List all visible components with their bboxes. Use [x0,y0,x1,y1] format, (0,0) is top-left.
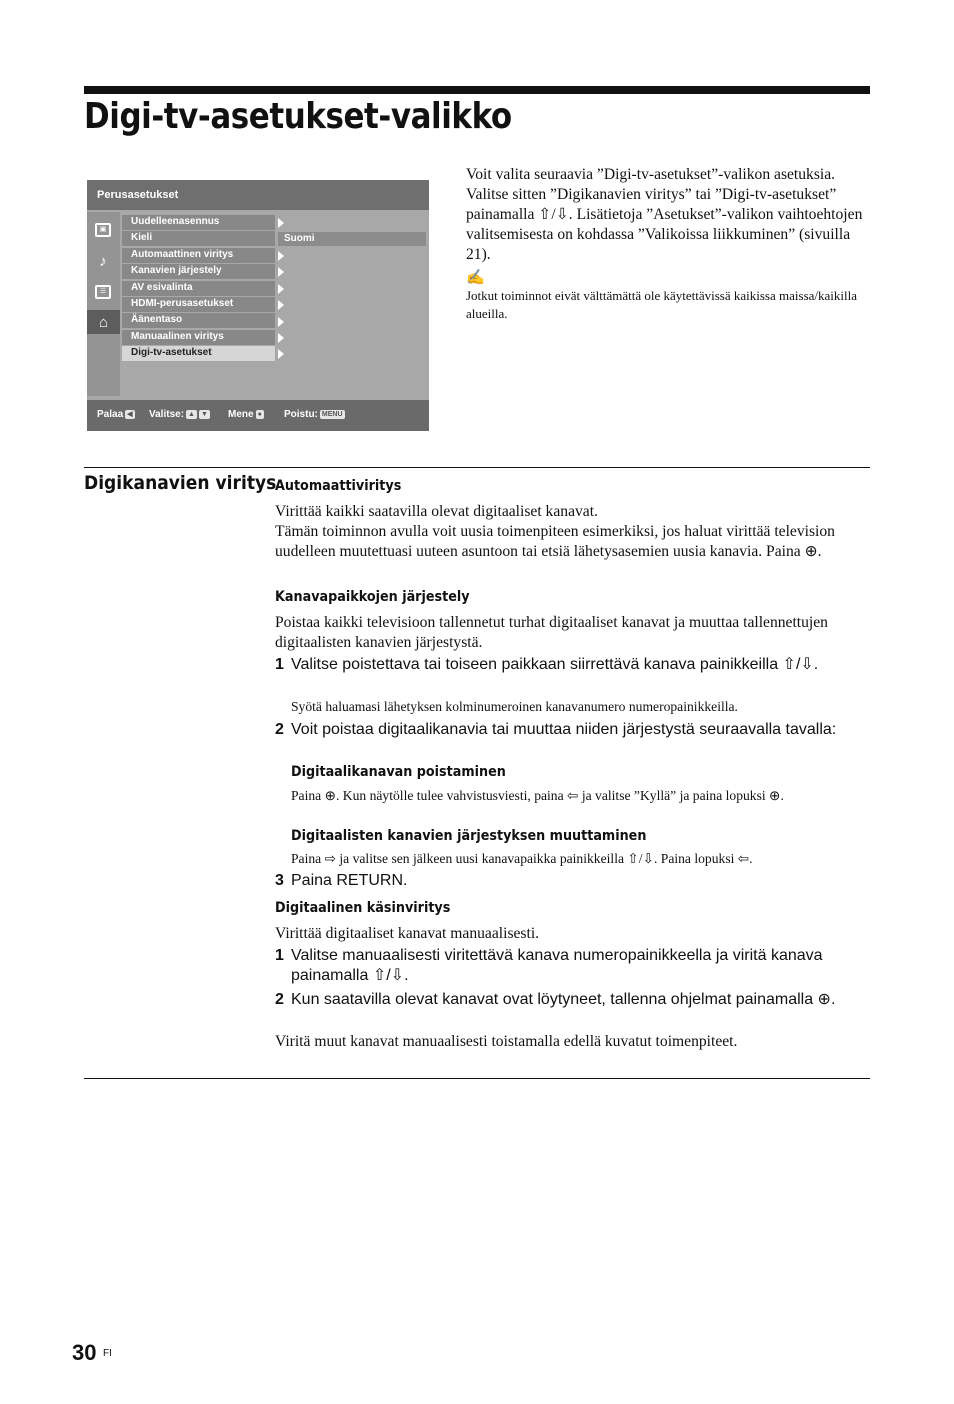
tv-menu-item: Äänentaso [122,313,275,329]
page-number: 30 [72,1340,97,1365]
manual-step-1: 1 Valitse manuaalisesti viritettävä kanava numeropainikkeella ja viritä kanava painamalla ⇧/⇩. [275,947,823,984]
tv-menu-item: AV esivalinta [122,281,275,297]
menu-key: MENU [321,410,343,418]
intro-paragraph: Voit valita seuraavia ”Digi-tv-asetukset”-valikon asetuksia. Valitse sitten ”Digikanavien viritys” tai ”Digi-tv-asetukset” painamalla ⇧/⇩. Lisätietoja ”Asetukset”-valikon vaihtoehtojen valitsemisesta on kohdassa ”Valikoissa liikkuminen” (sivuilla 21). [466,166,863,263]
tv-menu-item: Kieli [122,231,275,247]
auto-tuning-heading: Automaattiviritys [275,478,402,494]
bottom-divider [84,1078,870,1079]
back-arrow-icon: ◀ [127,410,133,418]
channel-sort-heading: Kanavapaikkojen järjestely [275,589,470,605]
arrow-right-icon [278,300,284,310]
section-divider [84,467,870,468]
tv-menu-item: Kanavien järjestely [122,264,275,280]
sound-icon: ♪ [99,252,107,270]
down-arrow-icon: ▼ [200,410,208,418]
channel-sort-intro: Poistaa kaikki televisioon tallennetut turhat digitaaliset kanavat ja muuttaa tallennettujen digitaalisten kanavien järjestystä. [275,614,828,651]
tv-menu-item: HDMI-perusasetukset [122,297,275,313]
manual-tuning-intro: Virittää digitaaliset kanavat manuaalisesti. [275,925,540,942]
tv-menu-header-label: Perusasetukset [97,189,179,201]
arrow-right-icon [278,251,284,261]
page-language: FI [103,1348,112,1359]
sort-step-1: 1 Valitse poistettava tai toiseen paikkaan siirrettävä kanava painikkeilla ⇧/⇩. [275,656,819,673]
intro-text [466,165,874,265]
arrow-right-icon [278,267,284,277]
tv-menu-selected-value: Suomi [278,232,426,246]
footer-go-label: Mene [228,409,254,420]
sort-step-2: 2 Voit poistaa digitaalikanavia tai muuttaa niiden järjestystä seuraavalla tavalla: [275,721,837,738]
delete-channel-heading: Digitaalikanavan poistaminen [291,764,506,780]
footer-back-label: Palaa [97,409,124,420]
top-rule [84,86,870,94]
sort-step-1-note: Syötä haluamasi lähetyksen kolminumeroinen kanavanumero numeropainikkeilla. [291,699,738,714]
page-title: Digi-tv-asetukset-valikko [84,96,512,137]
tv-menu-item: Manuaalinen viritys [122,330,275,346]
up-arrow-icon: ▲ [188,410,195,418]
note-text: Jotkut toiminnot eivät välttämättä ole käytettävissä kaikissa maissa/kaikilla alueilla. [466,288,857,321]
reorder-channels-heading: Digitaalisten kanavien järjestyksen muuttaminen [291,828,647,844]
arrow-right-icon [278,284,284,294]
reorder-channels-text: Paina ⇨ ja valitse sen jälkeen uusi kanavapaikka painikkeilla ⇧/⇩. Paina lopuksi ⇦. [291,851,753,866]
tv-menu-item: Automaattinen viritys [122,248,275,264]
features-icon: ☰ [92,280,114,304]
tv-menu-screenshot [87,180,429,431]
arrow-right-icon [278,218,284,228]
auto-tuning-text-1: Virittää kaikki saatavilla olevat digitaaliset kanavat. [275,503,598,520]
tv-menu-footer [87,400,429,431]
tv-menu-item-selected: Digi-tv-asetukset [122,346,275,362]
auto-tuning-text-2: Tämän toiminnon avulla voit uusia toimenpiteen esimerkiksi, jos haluat virittää television uudelleen muutettuasi uuteen asuntoon tai etsiä lähetysasemien uusia kanavia. Paina ⊕. [275,523,835,560]
manual-tuning-heading: Digitaalinen käsinviritys [275,900,451,916]
tv-menu-header [87,180,429,210]
arrow-right-icon [278,317,284,327]
note-icon: ✍ [466,270,485,286]
sort-step-3: 3 Paina RETURN. [275,872,408,889]
arrow-right-icon [278,349,284,359]
arrow-right-icon [278,333,284,343]
footer-select-label: Valitse: [149,409,185,420]
setup-icon: ⌂ [87,310,120,334]
tv-menu-item: Uudelleenasennus [122,215,275,231]
delete-channel-text: Paina ⊕. Kun näytölle tulee vahvistusviesti, paina ⇦ ja valitse ”Kyllä” ja paina lopuksi ⊕. [291,788,784,803]
footer-exit-label: Poistu: [284,409,318,420]
section-title: Digikanavien viritys [84,472,277,494]
picture-icon: ▣ [92,218,114,242]
manual-tuning-outro: Viritä muut kanavat manuaalisesti toistamalla edellä kuvatut toimenpiteet. [275,1033,738,1050]
enter-icon: ● [257,410,262,418]
tv-menu-icon-column [87,212,120,396]
manual-step-2: 2 Kun saatavilla olevat kanavat ovat löytyneet, tallenna ohjelmat painamalla ⊕. [275,991,836,1008]
